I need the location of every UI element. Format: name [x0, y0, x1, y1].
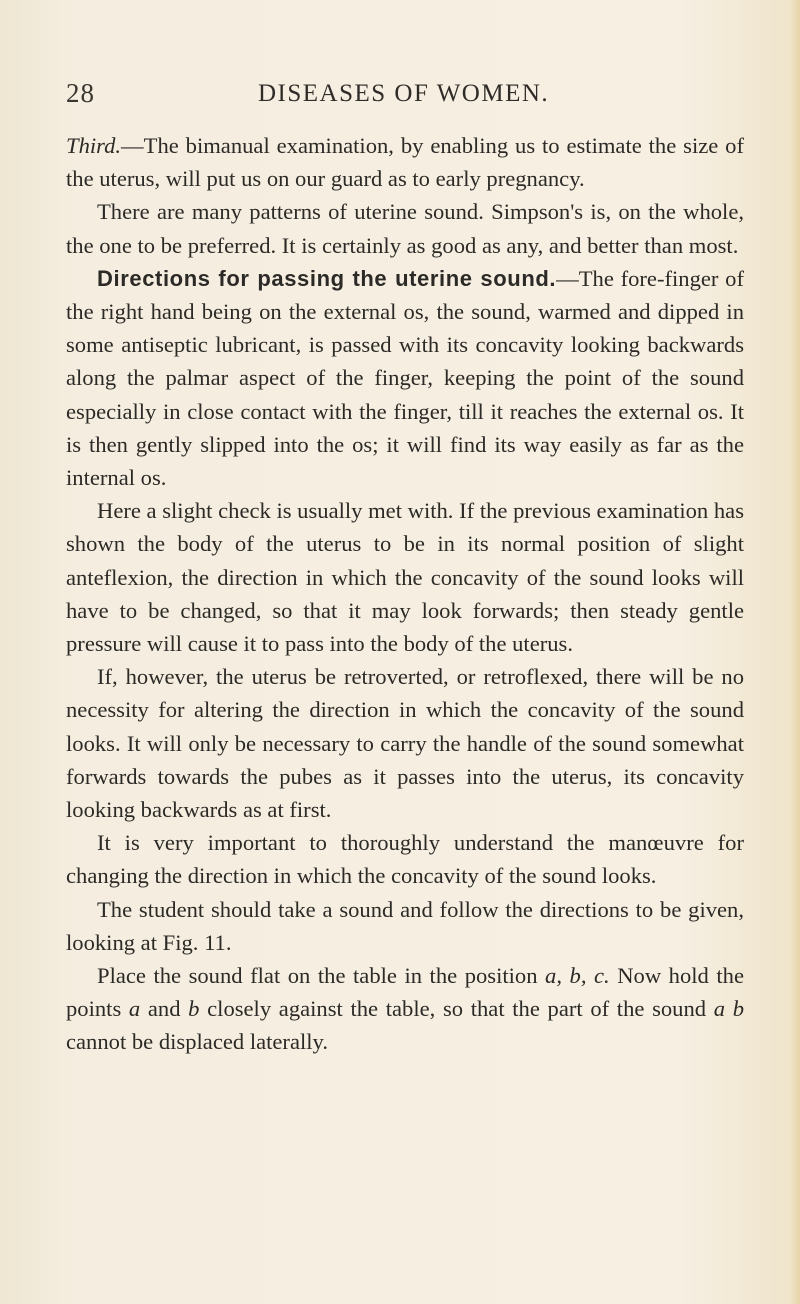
paragraph-3 [66, 262, 744, 494]
paragraph-7: The student should take a sound and follow the directions to be given, looking at Fig. 11. [66, 896, 744, 955]
paragraph-5: If, however, the uterus be retroverted, or retroflexed, there will be no necessity for altering the direction in which the concavity of the sound looks. It will only be necessary to carry the handle of the sound somewhat forwards towards the pubes as it passes into the uterus, its concavity looking backwards as at first. [66, 664, 744, 823]
paragraph-8-part-2: Now hold the points [66, 963, 744, 1022]
running-title: DISEASES OF WOMEN. [258, 80, 550, 107]
paragraph-8-part-1: Place the sound flat on the table in the position [97, 963, 546, 989]
position-letters: a, b, c. [545, 963, 610, 989]
paragraph-8-part-3: closely against the table, so that the part of the sound [199, 996, 714, 1022]
page-number: 28 [66, 78, 95, 108]
body-text [66, 129, 744, 1059]
paragraph-8-and: and [140, 996, 189, 1022]
paragraph-3-text: —The fore-finger of the right hand being on the external os, the sound, warmed and dipped in some antiseptic lubricant, is passed with its concavity looking backwards along the palmar aspect of the finger, keeping the point of the sound especially in close contact with the finger, till it reaches the external os. It is then gently slipped into the os; it will find its way easily as far as the internal os. [66, 265, 744, 491]
paragraph-1 [66, 129, 744, 195]
paragraph-8-part-4: cannot be displaced laterally. [66, 1029, 329, 1055]
paragraph-1-text: —The bimanual examination, by enabling us to estimate the size of the uterus, will put us on our guard as to early pregnancy. [66, 133, 744, 192]
paragraph-8 [66, 959, 744, 1059]
point-b-letter: b [188, 996, 200, 1022]
paragraph-4: Here a slight check is usually met with. If the previous examination has shown the body of the uterus to be in its normal position of slight anteflexion, the direction in which the concavity of the sound looks will have to be changed, so that it may look forwards; then steady gentle pressure will cause it to pass into the body of the uterus. [66, 498, 744, 657]
paragraph-1-lead: Third. [66, 133, 122, 158]
point-a-letter: a [128, 996, 141, 1022]
segment-ab-letters: a b [713, 996, 744, 1022]
page-edge [790, 0, 800, 1304]
section-heading: Directions for passing the uterine sound. [97, 265, 557, 291]
paragraph-6: It is very important to thoroughly understand the manœuvre for changing the direction in which the concavity of the sound looks. [66, 830, 744, 889]
paragraph-2: There are many patterns of uterine sound. Simpson's is, on the whole, the one to be preferred. It is certainly as good as any, and better than most. [66, 199, 744, 258]
running-head [66, 78, 766, 118]
